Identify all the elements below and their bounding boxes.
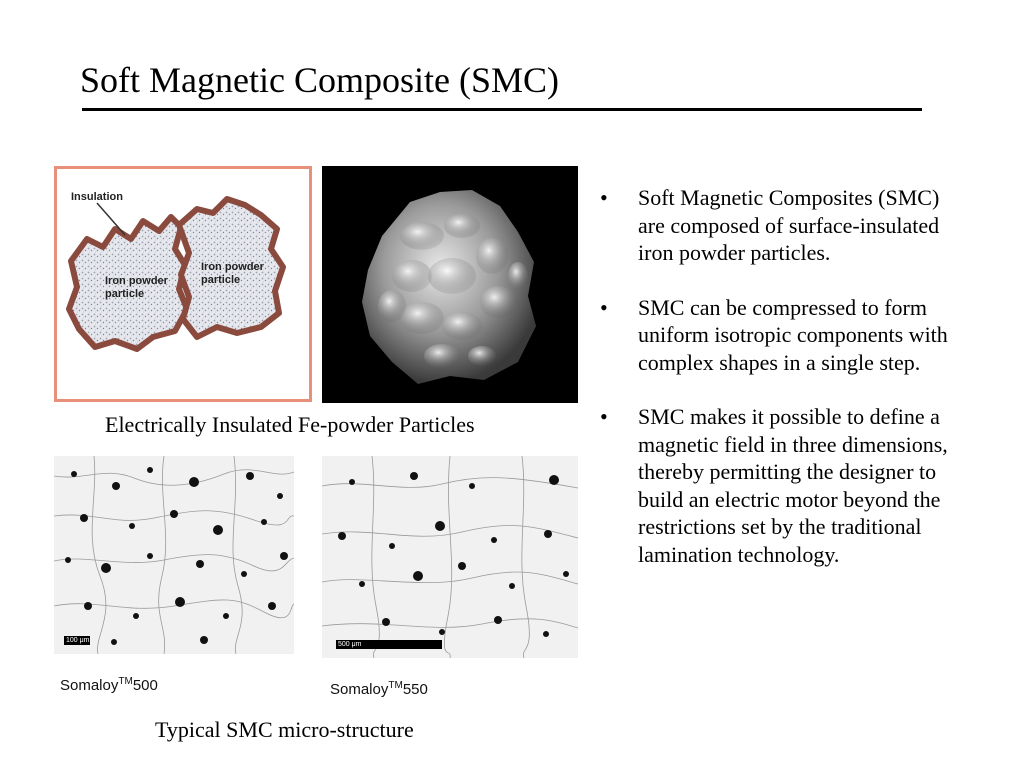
bullet-marker: • (600, 404, 608, 429)
somaloy-500-tm: TM (118, 676, 133, 687)
somaloy-500-grade: 500 (132, 677, 158, 694)
micrograph-somaloy-500 (54, 456, 294, 654)
sem-particle-image (322, 166, 578, 403)
bullet-list (598, 184, 968, 595)
bullet-item (598, 294, 968, 377)
scale-bar-550: 500 μm (336, 640, 442, 649)
title-underline (82, 108, 922, 111)
bullet-text: SMC can be compressed to form uniform isotropic components with complex shapes in a single step. (638, 294, 948, 375)
sem-particle-graphic (322, 166, 578, 403)
somaloy-550-name: Somaloy (330, 681, 389, 698)
label-somaloy-550 (330, 680, 428, 698)
somaloy-500-name: Somaloy (60, 677, 119, 694)
somaloy-550-tm: TM (388, 680, 403, 691)
micrograph-550-graphic (322, 456, 578, 658)
insulated-particle-diagram (54, 166, 312, 402)
micrograph-somaloy-550 (322, 456, 578, 658)
iron-particle-left-label: Iron powder particle (105, 275, 168, 300)
micrograph-500-graphic (54, 456, 294, 654)
scale-bar-500: 100 μm (66, 637, 90, 644)
somaloy-550-grade: 550 (402, 681, 428, 698)
caption-micro-structure: Typical SMC micro-structure (155, 717, 414, 742)
bullet-text: Soft Magnetic Composites (SMC) are composed of surface-insulated iron powder particles. (638, 185, 940, 265)
bullet-text: SMC makes it possible to define a magnetic field in three dimensions, thereby permitting the designer to build an electric motor beyond the restrictions set by the traditional lamination technology. (638, 404, 948, 567)
bullet-item (598, 184, 968, 267)
insulation-label: Insulation (71, 191, 123, 203)
bullet-item (598, 403, 968, 568)
caption-insulated-particles: Electrically Insulated Fe-powder Particles (105, 412, 475, 437)
slide-title: Soft Magnetic Composite (SMC) (80, 60, 559, 100)
iron-particle-right-label: Iron powder particle (201, 261, 264, 286)
bullet-marker: • (600, 185, 608, 210)
label-somaloy-500 (60, 676, 158, 694)
bullet-marker: • (600, 294, 608, 320)
